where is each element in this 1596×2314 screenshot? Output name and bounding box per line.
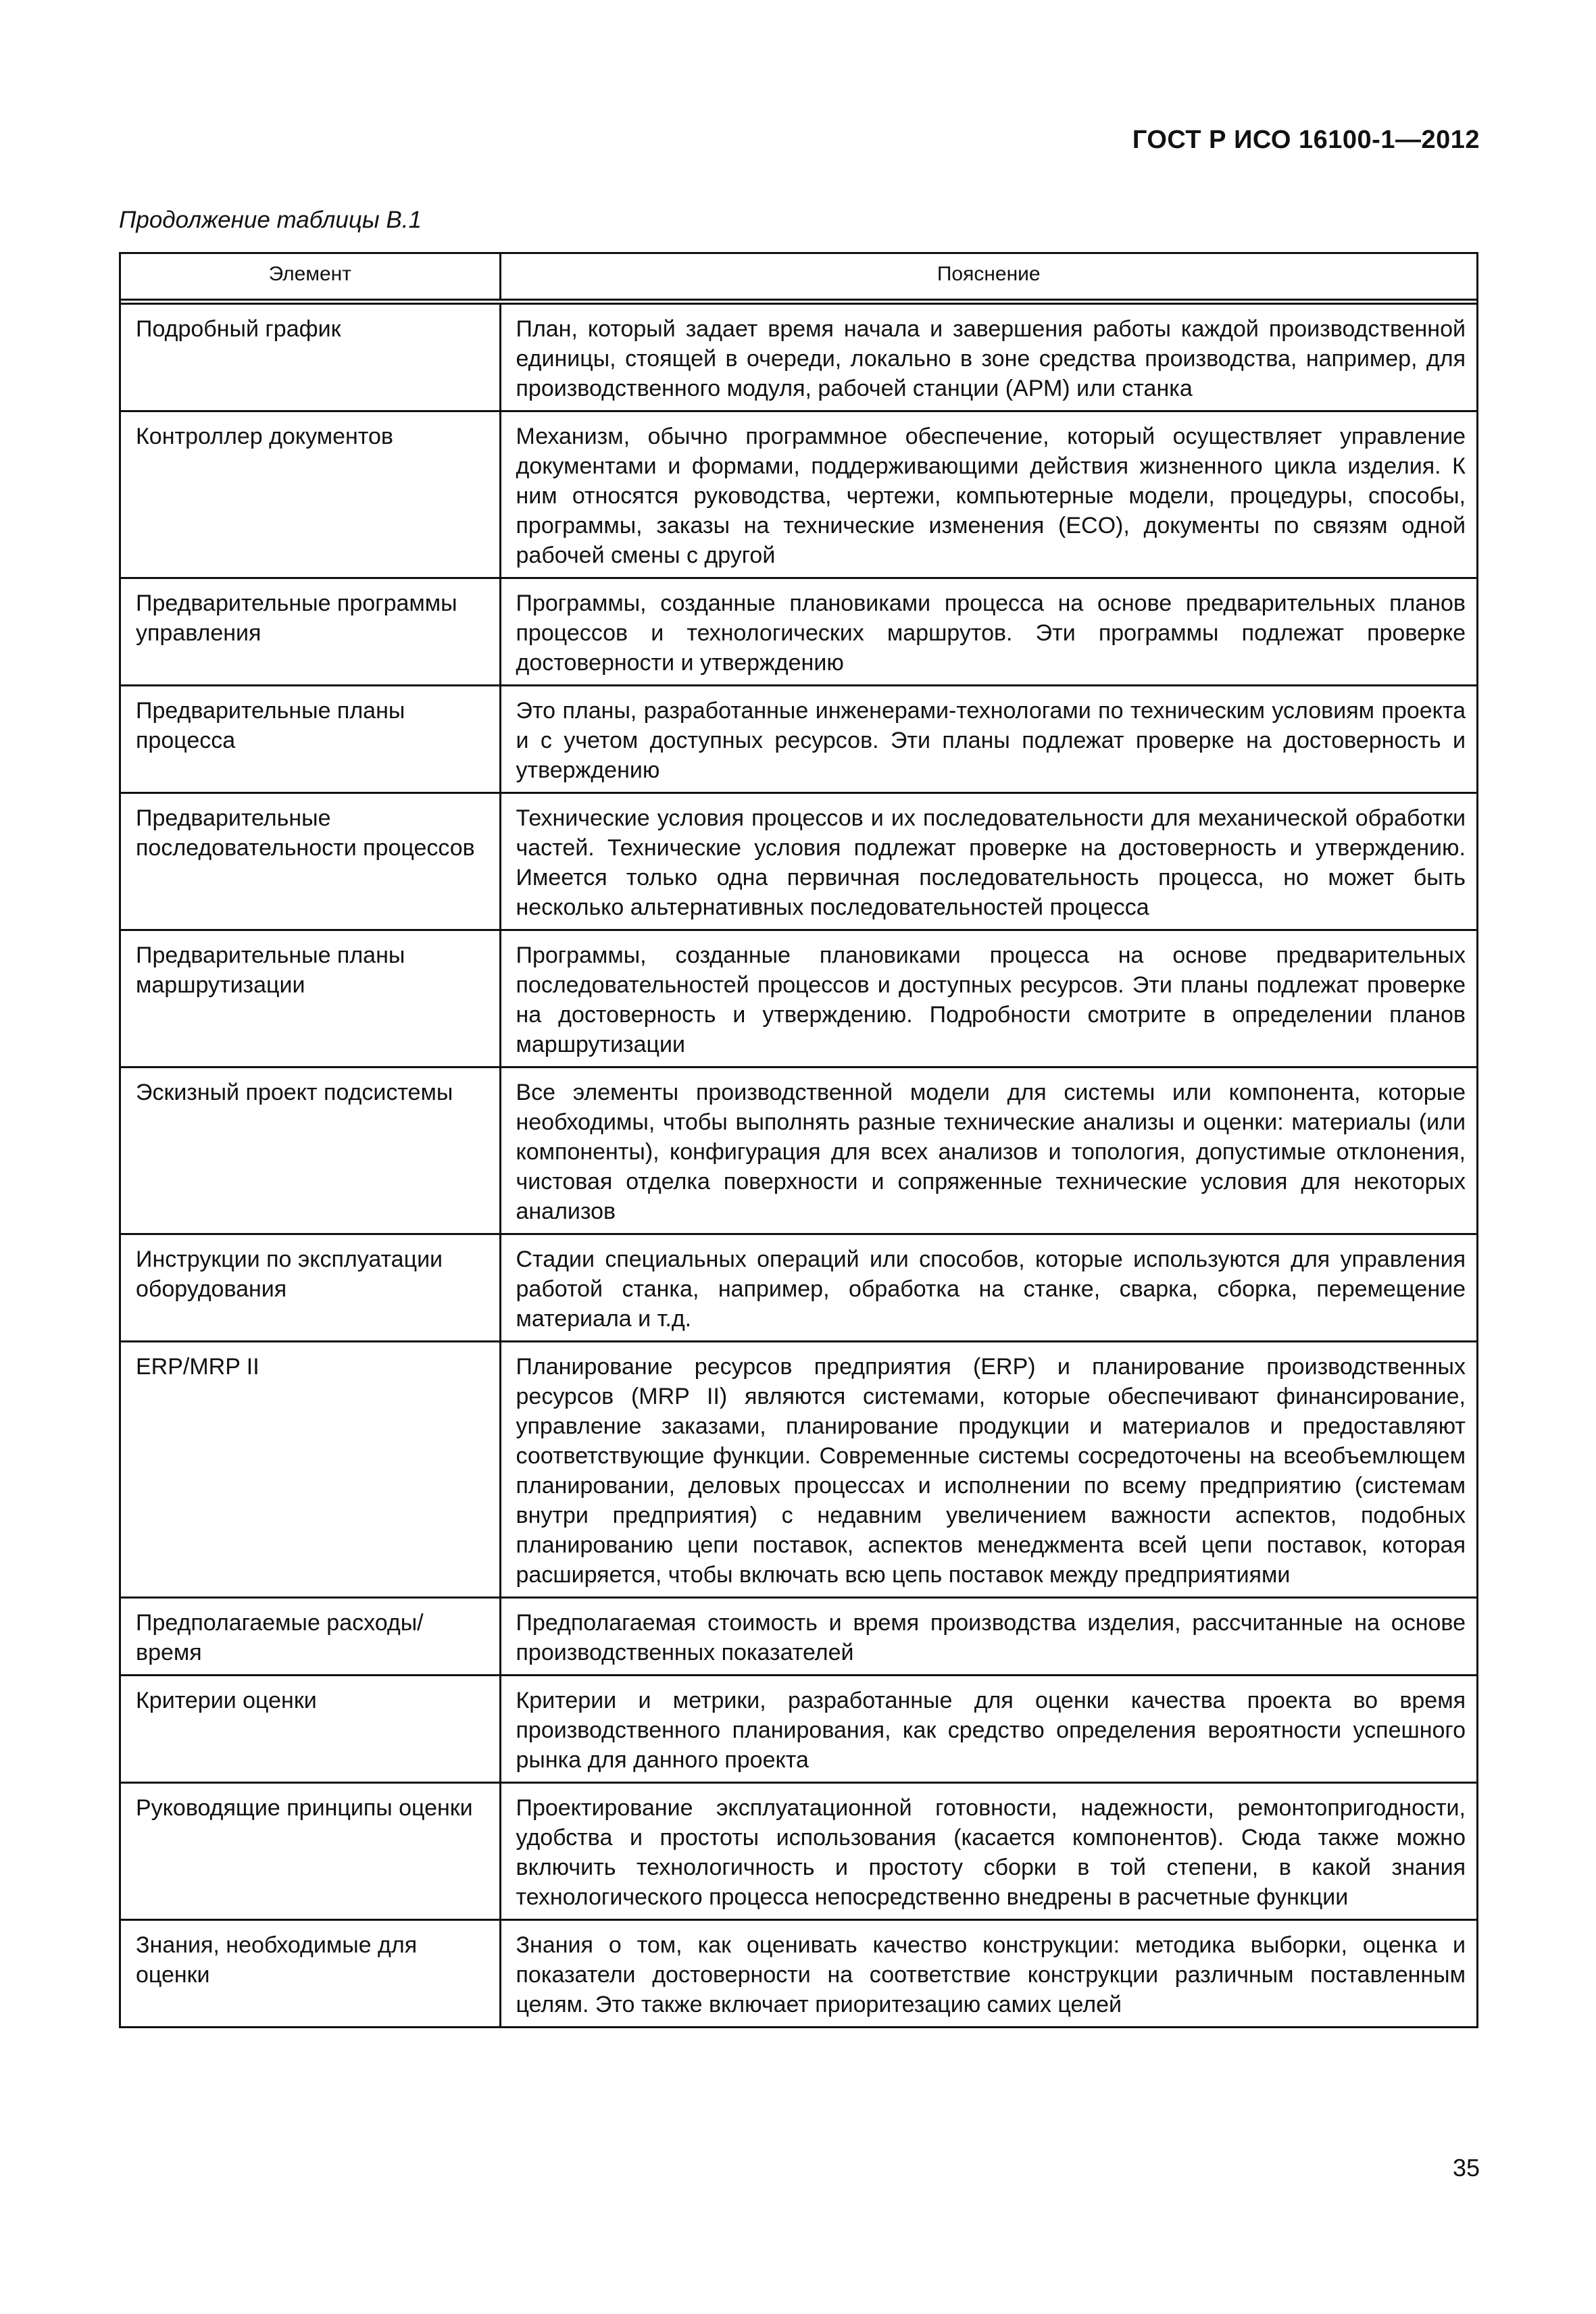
- element-cell: Руководящие принципы оценки: [121, 1783, 500, 1920]
- explanation-cell: Программы, созданные плановиками процесса на основе предварительных планов процессов и технологических маршрутов. Эти программы подлежат проверке достоверности и утверждению: [500, 578, 1476, 686]
- table-row: [121, 1234, 1476, 1342]
- table-row: [121, 578, 1476, 686]
- element-cell: Подробный график: [121, 302, 500, 411]
- table-row: [121, 930, 1476, 1067]
- element-cell: Предварительные последовательности процессов: [121, 793, 500, 930]
- table-row: [121, 1676, 1476, 1783]
- element-cell: Знания, необходимые для оценки: [121, 1920, 500, 2027]
- explanation-cell: Критерии и метрики, разработанные для оценки качества проекта во время производственного планирования, как средство определения вероятности успешного рынка для данного проекта: [500, 1676, 1476, 1783]
- table-row: [121, 1342, 1476, 1598]
- element-cell: Предварительные планы маршрутизации: [121, 930, 500, 1067]
- explanation-cell: Планирование ресурсов предприятия (ERP) и планирование производственных ресурсов (MRP II) являются системами, которые обеспечивают финансирование, управление заказами, планирование продукции и материалов и предоставляют соответствующие функции. Современные системы сосредоточены на всеобъемлющем планировании, деловых процессах и исполнении по всему предприятию (системам внутри предприятия) с недавним увеличением важности аспектов, подобных планированию цепи поставок, аспектов менеджмента всей цепи поставок, которая расширяется, чтобы включать всю цепь поставок между предприятиями: [500, 1342, 1476, 1598]
- element-cell: Критерии оценки: [121, 1676, 500, 1783]
- table-header-row: [121, 254, 1476, 302]
- element-cell: Предварительные планы процесса: [121, 686, 500, 793]
- explanation-cell: Знания о том, как оценивать качество конструкции: методика выборки, оценка и показатели достоверности на соответствие конструкции различным поставленным целям. Это также включает приоритезацию самих целей: [516, 1932, 1466, 2017]
- element-cell: Инструкции по эксплуатации оборудования: [121, 1234, 500, 1342]
- table-row: [121, 686, 1476, 793]
- table-row: [121, 1920, 1476, 2027]
- table-caption: Продолжение таблицы В.1: [119, 207, 422, 233]
- explanation-cell: Предполагаемая стоимость и время производства изделия, рассчитанные на основе производственных показателей: [500, 1598, 1476, 1676]
- table-row: [121, 1783, 1476, 1920]
- explanation-cell: Программы, созданные плановиками процесса на основе предварительных последовательностей процессов и доступных ресурсов. Эти планы подлежат проверке на достоверность и утверждению. Подробности смотрите в определении планов маршрутизации: [500, 930, 1476, 1067]
- table-row: [121, 302, 1476, 411]
- column-header-element: Элемент: [121, 254, 500, 302]
- page-number: 35: [1452, 2154, 1480, 2182]
- explanation-cell: Это планы, разработанные инженерами-технологами по техническим условиям проекта и с учетом доступных ресурсов. Эти планы подлежат проверке на достоверность и утверждению: [500, 686, 1476, 793]
- table-row: [121, 1598, 1476, 1676]
- column-header-explanation: Пояснение: [500, 254, 1476, 302]
- element-cell: Предполагаемые расходы/время: [121, 1598, 500, 1676]
- definitions-table: [119, 252, 1478, 2028]
- element-cell: Эскизный проект подсистемы: [121, 1067, 500, 1234]
- standard-code: ГОСТ Р ИСО 16100-1—2012: [1132, 126, 1480, 154]
- explanation-cell: Механизм, обычно программное обеспечение, который осуществляет управление документами и формами, поддерживающими действия жизненного цикла изделия. К ним относятся руководства, чертежи, компьютерные модели, процедуры, способы, программы, заказы на технические изменения (ECO), документы по связям одной рабочей смены с другой: [500, 411, 1476, 578]
- element-cell: ERP/MRP II: [121, 1342, 500, 1598]
- table-row: [121, 1067, 1476, 1234]
- explanation-cell: Проектирование эксплуатационной готовности, надежности, ремонтопригодности, удобства и простоты использования (касается компонентов). Сюда также можно включить технологичность и простоту сборки в той степени, в какой знания технологического процесса непосредственно внедрены в расчетные функции: [500, 1783, 1476, 1920]
- explanation-cell: Стадии специальных операций или способов, которые используются для управления работой станка, например, обработка на станке, сварка, сборка, перемещение материала и т.д.: [500, 1234, 1476, 1342]
- explanation-cell: Технические условия процессов и их последовательности для механической обработки частей. Технические условия подлежат проверке на достоверность и утверждению. Имеется только одна первичная последовательность процесса, но может быть несколько альтернативных последовательностей процесса: [500, 793, 1476, 930]
- element-cell: Предварительные программы управления: [121, 578, 500, 686]
- explanation-cell: Все элементы производственной модели для системы или компонента, которые необходимы, чтобы выполнять разные технические анализы и оценки: материалы (или компоненты), конфигурация для всех анализов и топология, допустимые отклонения, чистовая отделка поверхности и сопряженные технические условия для некоторых анализов: [500, 1067, 1476, 1234]
- element-cell: Контроллер документов: [121, 411, 500, 578]
- table-row: [121, 793, 1476, 930]
- explanation-cell: План, который задает время начала и завершения работы каждой производственной единицы, стоящей в очереди, локально в зоне средства производства, например, для производственного модуля, рабочей станции (АРМ) или станка: [500, 302, 1476, 411]
- table-row: [121, 411, 1476, 578]
